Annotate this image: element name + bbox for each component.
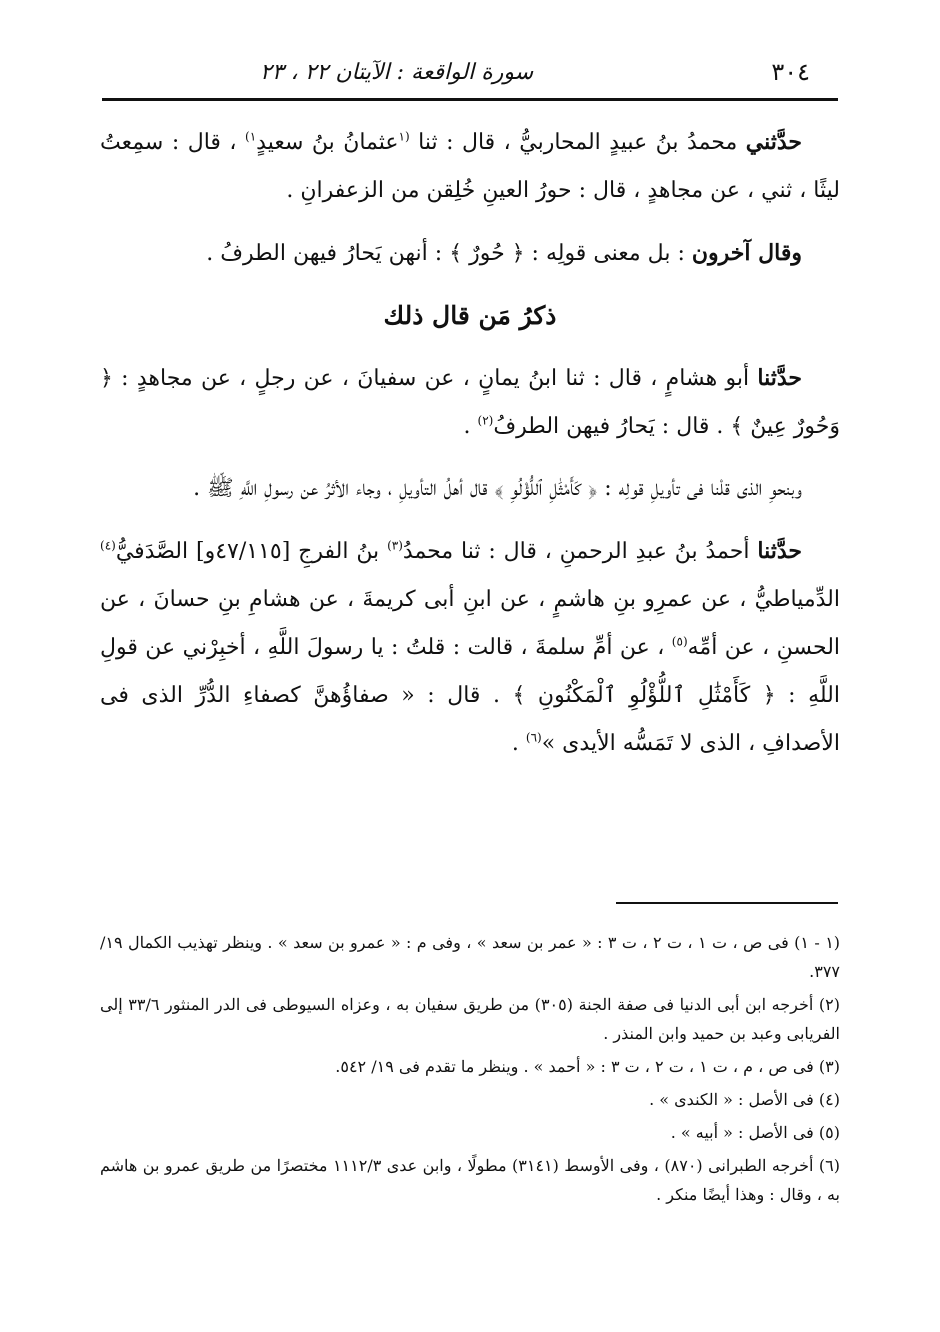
paragraph-text: : بل معنى قولِه : ﴿ حُورٌ ﴾ : أنهن يَحارُ فيهن الطرفُ .	[206, 241, 685, 266]
paragraph-5	[100, 527, 840, 768]
paragraph-text: ، قال : سمِعتُ ليثًا ، ثني ، عن مجاهدٍ ، قال : حورُ العينِ خُلِقن من الزعفرانِ .	[100, 130, 840, 203]
paragraph-text: .	[463, 414, 471, 439]
footnote-ref-1-close: ١)	[245, 129, 257, 144]
paragraph-text: محمدُ بنُ عبيدٍ المحاربيُّ ، قال : ثنا	[418, 130, 738, 155]
footnote-ref-3: (٣)	[387, 538, 403, 553]
running-title: سورة الواقعة : الآيتان ٢٢ ، ٢٣	[260, 59, 534, 85]
footnote-ref-5: (٥)	[671, 634, 688, 649]
footnote-6: (٦) أخرجه الطبرانى (٨٧٠) ، وفى الأوسط (٣١٤١) مطولًا ، وابن عدى ١١١٢/٣ مختصرًا من طريق عمرو بن هاشم به ، وقال : وهذا أيضًا منكر .	[100, 1156, 841, 1204]
footnote-3: (٣) فى ص ، م ، ت ١ ، ت ٢ ، ت ٣ : « أحمد » . وينظر ما تقدم فى ١٩/ ٥٤٢.	[335, 1057, 840, 1076]
paragraph-3	[100, 354, 840, 451]
paragraph-text: أبو هشامٍ ، قال : ثنا ابنُ يمانٍ ، عن سفيانَ ، عن رجلٍ ، عن مجاهدٍ : ﴿ وَحُورٌ عِينٌ ﴾ . قال : يَحارُ فيهن الطرفُ	[100, 366, 840, 439]
footnote-5: (٥) فى الأصل : « أبيه » .	[670, 1123, 840, 1142]
section-heading: ذكرُ مَن قال ذلك	[383, 301, 557, 330]
footnote-ref-4: (٤)	[100, 538, 116, 553]
paragraph-lead: حدَّثنا	[757, 538, 802, 564]
header-rule	[102, 98, 838, 101]
footnote-4: (٤) فى الأصل : « الكندى » .	[649, 1090, 840, 1109]
footnote-1: (١ - ١) فى ص ، ت ١ ، ت ٢ ، ت ٣ : « عمر بن سعد » ، وفى م : « عمرو بن سعد » . وينظر تهذيب الكمال ١٩/ ٣٧٧.	[100, 933, 841, 981]
paragraph-lead: حدَّثنا	[757, 365, 802, 391]
main-text	[100, 118, 840, 782]
paragraph-text: الدِّمياطيُّ ، عن عمرِو بنِ هاشمٍ ، عن ابنِ أبى كريمةَ ، عن هشامِ بنِ حسانَ ، عن الحسنِ ، عن أمِّه	[100, 587, 841, 660]
paragraph-4	[100, 465, 840, 513]
paragraph-lead: حدَّثني	[745, 129, 803, 155]
footnote-ref-2: (٢)	[477, 413, 494, 428]
paragraph-lead: وقال آخرون	[691, 240, 802, 266]
paragraph-1	[100, 118, 840, 215]
paragraph-text: بنُ الفرجِ [٤٧/١١٥و] الصَّدَفيُّ	[115, 539, 380, 564]
footnote-separator	[616, 902, 838, 904]
footnotes	[100, 928, 840, 1213]
paragraph-2	[100, 229, 840, 278]
paragraph-text: أحمدُ بنُ عبدِ الرحمنِ ، قال : ثنا محمدُ	[402, 539, 750, 564]
paragraph-text: .	[511, 731, 519, 756]
footnote-ref-1-open: (١	[398, 129, 410, 144]
paragraph-text: عثمانُ بنُ سعيدٍ	[256, 130, 399, 155]
paragraph-text: وبنحوِ الذى قلْنا فى تأويلِ قولِه : ﴿ كَأَمْثَٰلِ ٱللُّؤْلُوِ ﴾ قال أهلُ التأويلِ ، وجاء الأثرُ عن رسولِ اللَّهِ ﷺ .	[193, 476, 802, 501]
page-header	[100, 52, 840, 92]
footnote-2: (٢) أخرجه ابن أبى الدنيا فى صفة الجنة (٣٠٥) من طريق سفيان به ، وعزاه السيوطى فى الدر المنثور ٣٣/٦ إلى الفريابى وعبد بن حميد وابن المنذر .	[100, 995, 841, 1043]
footnote-ref-6: (٦)	[525, 730, 542, 745]
page-number: ٣٠٤	[771, 58, 810, 86]
paragraph-text: ، عن أمِّ سلمةَ ، قالت : قلتُ : يا رسولَ اللَّهِ ، أخبِرْني عن قولِ اللَّهِ : ﴿ كَأَمْثَٰلِ ٱللُّؤْلُوِ ٱلْمَكْنُونِ ﴾ . قال : « صفاؤُهنَّ كصفاءِ الدُّرِّ الذى فى الأصدافِ ، الذى لا تَمَسُّه الأيدى »	[100, 635, 840, 756]
